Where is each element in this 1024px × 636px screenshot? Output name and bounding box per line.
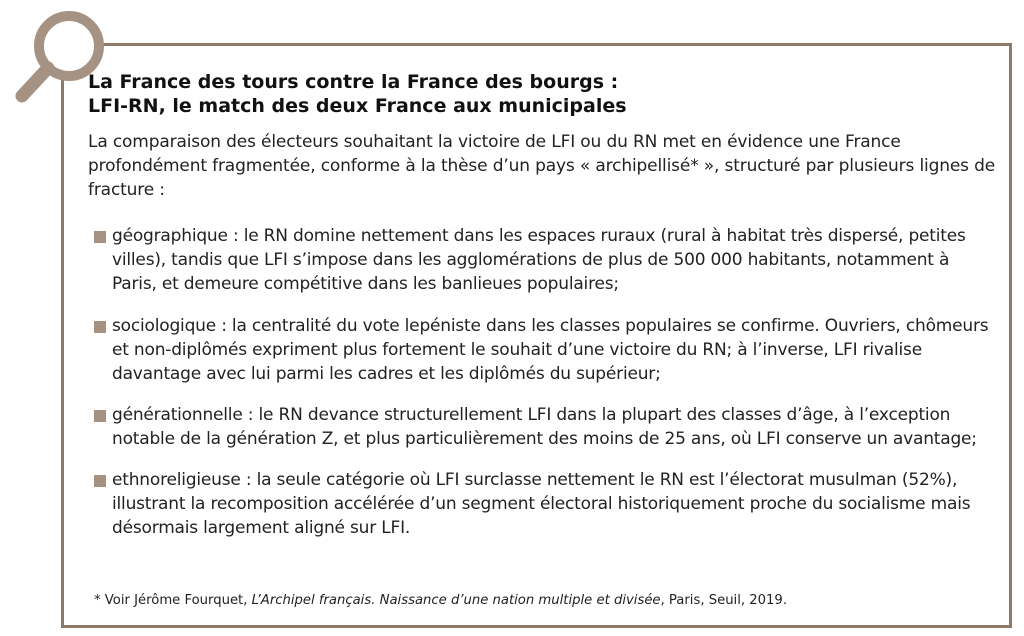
bullet-text: ethnoreligieuse : la seule catégorie où LFI surclasse nettement le RN est l’électorat musulman (52%), illustrant la recomposition accélérée d’un segment électoral historiquement proche du socialisme mais désormais largement aligné sur LFI. <box>112 470 971 538</box>
bullet-square-icon <box>94 231 106 243</box>
intro-paragraph: La comparaison des électeurs souhaitant la victoire de LFI ou du RN met en évidence une France profondément fragmentée, conforme à la thèse d’un pays « archipellisé* », structuré par plusieurs lignes de fracture : <box>88 132 996 200</box>
bullet-text: sociologique : la centralité du vote lepéniste dans les classes populaires se confirme. Ouvriers, chômeurs et non-diplômés expriment plus fortement le souhait d’une victoire du RN; à l’inverse, LFI rivalise davantage avec lui parmi les cadres et les diplômés du supérieur; <box>112 316 989 384</box>
title-line-1: La France des tours contre la France des bourgs : <box>88 71 619 93</box>
bullet-geographique <box>92 224 992 296</box>
bullet-text: géographique : le RN domine nettement dans les espaces ruraux (rural à habitat très dispersé, petites villes), tandis que LFI s’impose dans les agglomérations de plus de 500 000 habitants, notamment à Paris, et demeure compétitive dans les banlieues populaires; <box>112 226 966 294</box>
bullet-generationnelle <box>92 403 992 451</box>
footnote <box>94 592 994 610</box>
footnote-suffix: , Paris, Seuil, 2019. <box>660 593 788 608</box>
footnote-prefix: * Voir Jérôme Fourquet, <box>94 593 252 608</box>
bullet-list <box>92 224 992 558</box>
footnote-book-title: L’Archipel français. Naissance d’une nation multiple et divisée <box>251 593 661 608</box>
box-title <box>88 70 988 118</box>
bullet-square-icon <box>94 475 106 487</box>
bullet-square-icon <box>94 321 106 333</box>
bullet-text: générationnelle : le RN devance structurellement LFI dans la plupart des classes d’âge, à l’exception notable de la génération Z, et plus particulièrement des moins de 25 ans, où LFI conserve un avantage; <box>112 405 977 449</box>
title-line-2: LFI-RN, le match des deux France aux municipales <box>88 95 627 117</box>
bullet-ethnoreligieuse <box>92 468 992 540</box>
bullet-sociologique <box>92 314 992 386</box>
bullet-square-icon <box>94 410 106 422</box>
